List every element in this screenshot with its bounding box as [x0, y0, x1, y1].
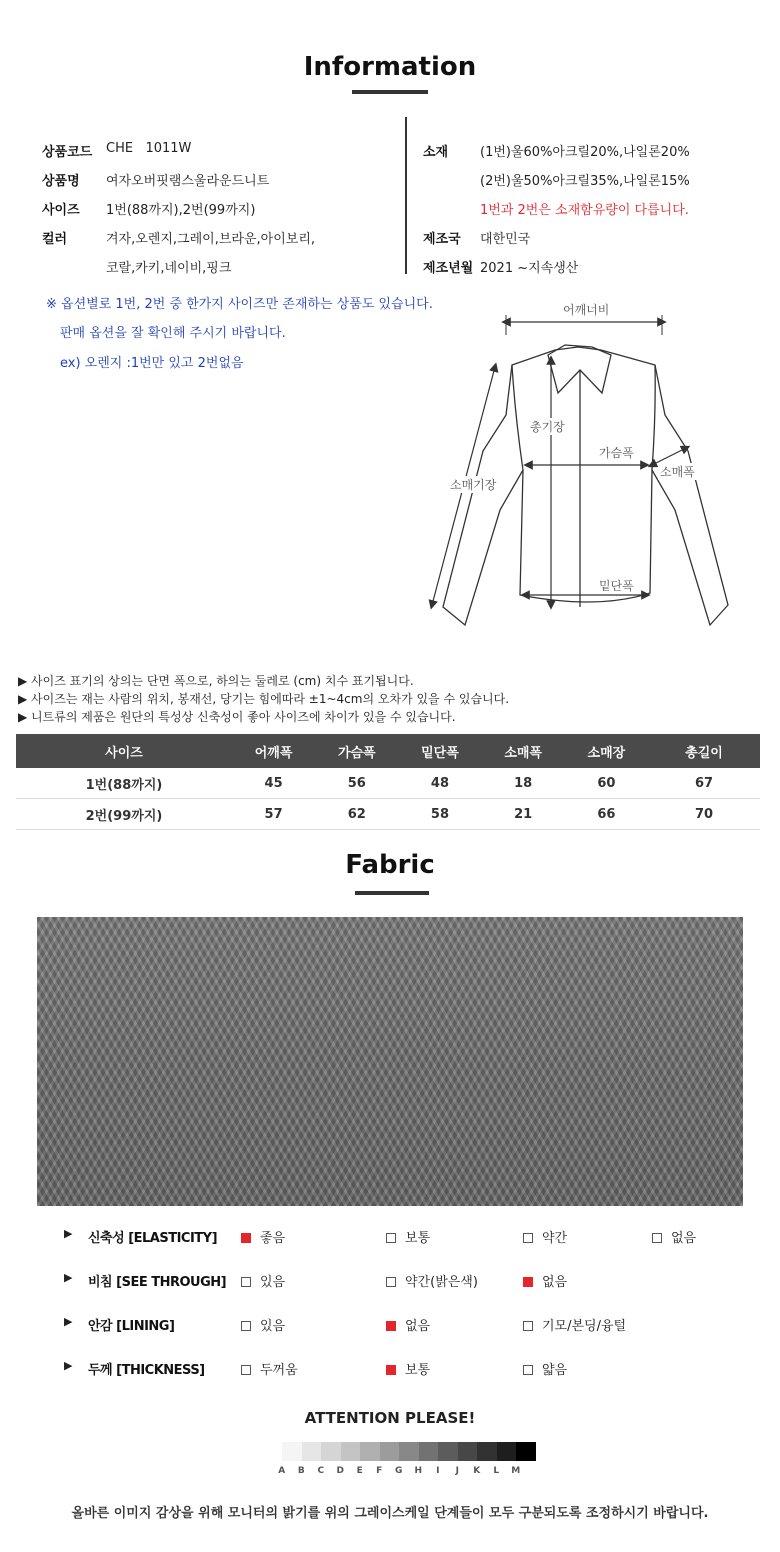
option-note-2: 판매 옵션을 잘 확인해 주시기 바랍니다. — [60, 326, 286, 341]
cell: 56 — [315, 768, 398, 799]
diagram-label-sleeve-width: 소매폭 — [660, 465, 695, 479]
col-sleeve-width: 소매폭 — [482, 734, 565, 768]
cell: 48 — [398, 768, 481, 799]
info-divider — [405, 117, 407, 274]
table-row — [16, 768, 760, 799]
cell: 2번(99까지) — [16, 799, 232, 830]
grayscale-letter: A — [278, 1466, 286, 1476]
grayscale-swatch — [477, 1442, 497, 1461]
thickness-option-normal: 보통 — [386, 1359, 430, 1378]
cell: 62 — [315, 799, 398, 830]
checkbox-empty-icon — [241, 1365, 251, 1375]
fabric-row-elasticity — [0, 1227, 780, 1247]
diagram-label-length: 총기장 — [530, 420, 565, 434]
grayscale-letter: H — [414, 1466, 423, 1476]
fabric-texture-image — [37, 917, 743, 1206]
table-row — [16, 799, 760, 830]
col-chest: 가슴폭 — [315, 734, 398, 768]
grayscale-swatch — [380, 1442, 400, 1461]
cell: 66 — [565, 799, 648, 830]
size-table — [16, 734, 760, 830]
grayscale-swatch — [321, 1442, 341, 1461]
checkbox-checked-icon — [386, 1365, 396, 1375]
fabric-row-thickness — [0, 1359, 780, 1379]
color-label: 컬러 — [42, 232, 68, 247]
grayscale-letter: M — [511, 1466, 521, 1476]
checkbox-empty-icon — [386, 1233, 396, 1243]
elasticity-option-slight: 약간 — [523, 1227, 567, 1246]
grayscale-letter: G — [395, 1466, 403, 1476]
play-arrow-icon: ▶ — [64, 1315, 73, 1328]
grayscale-swatch — [458, 1442, 478, 1461]
elasticity-option-none: 없음 — [652, 1227, 696, 1246]
grayscale-letter: K — [473, 1466, 481, 1476]
diagram-label-shoulder: 어깨너비 — [560, 301, 612, 318]
cell: 70 — [648, 799, 760, 830]
grayscale-letter: I — [436, 1466, 440, 1476]
grayscale-swatch — [360, 1442, 380, 1461]
grayscale-letter: E — [356, 1466, 363, 1476]
grayscale-letter: F — [376, 1466, 383, 1476]
cell: 67 — [648, 768, 760, 799]
see-through-option-yes: 있음 — [241, 1271, 285, 1290]
see-through-option-slight: 약간(밝은색) — [386, 1271, 478, 1290]
option-note-1: ※ 옵션별로 1번, 2번 중 한가지 사이즈만 존재하는 상품도 있습니다. — [46, 297, 433, 312]
col-sleeve-length: 소매장 — [565, 734, 648, 768]
checkbox-empty-icon — [523, 1233, 533, 1243]
grayscale-swatch — [419, 1442, 439, 1461]
grayscale-letter: B — [297, 1466, 305, 1476]
size-note-1: ▶ 사이즈 표기의 상의는 단면 폭으로, 하의는 둘레로 (cm) 치수 표기됩니다. — [18, 674, 414, 688]
play-arrow-icon: ▶ — [64, 1271, 73, 1284]
col-shoulder: 어깨폭 — [232, 734, 315, 768]
see-through-option-none: 없음 — [523, 1271, 567, 1290]
checkbox-empty-icon — [386, 1277, 396, 1287]
grayscale-letter: D — [336, 1466, 344, 1476]
grayscale-swatch — [497, 1442, 517, 1461]
product-name-label: 상품명 — [42, 174, 80, 189]
option-note-3: ex) 오렌지 :1번만 있고 2번없음 — [60, 356, 244, 371]
lining-option-none: 없음 — [386, 1315, 430, 1334]
cell: 58 — [398, 799, 481, 830]
checkbox-empty-icon — [523, 1321, 533, 1331]
size-note-3: ▶ 니트류의 제품은 원단의 특성상 신축성이 좋아 사이즈에 차이가 있을 수 있습니다. — [18, 710, 456, 724]
elasticity-option-normal: 보통 — [386, 1227, 430, 1246]
checkbox-empty-icon — [652, 1233, 662, 1243]
size-value: 1번(88까지),2번(99까지) — [106, 203, 256, 218]
color-value-continued: 코랄,카키,네이비,핑크 — [106, 261, 232, 276]
checkbox-empty-icon — [241, 1321, 251, 1331]
size-label: 사이즈 — [42, 203, 80, 218]
material-difference-note: 1번과 2번은 소재함유량이 다릅니다. — [480, 203, 689, 218]
product-code-label: 상품코드 — [42, 145, 93, 160]
fabric-row-label: 신축성 [ELASTICITY] — [88, 1231, 218, 1246]
thickness-option-thick: 두꺼움 — [241, 1359, 298, 1378]
grayscale-swatch — [302, 1442, 322, 1461]
fabric-title-underline — [355, 891, 429, 895]
size-note-2: ▶ 사이즈는 재는 사람의 위치, 봉재선, 당기는 힘에따라 ±1~4cm의 오차가 있을 수 있습니다. — [18, 692, 510, 706]
checkbox-checked-icon — [523, 1277, 533, 1287]
origin-value: 대한민국 — [480, 232, 531, 247]
fabric-row-label: 비침 [SEE THROUGH] — [88, 1275, 227, 1290]
material-value-1: (1번)울60%아크릴20%,나일론20% — [480, 145, 690, 160]
manufacture-date-value: 2021 ~지속생산 — [480, 261, 579, 276]
color-value: 겨자,오렌지,그레이,브라운,아이보리, — [106, 232, 316, 247]
lining-option-yes: 있음 — [241, 1315, 285, 1334]
size-table-header — [16, 734, 760, 768]
cell: 21 — [482, 799, 565, 830]
fabric-row-see-through — [0, 1271, 780, 1291]
grayscale-swatch — [341, 1442, 361, 1461]
elasticity-option-good: 좋음 — [241, 1227, 285, 1246]
attention-title: ATTENTION PLEASE! — [304, 1409, 476, 1427]
manufacture-date-label: 제조년월 — [423, 261, 474, 276]
origin-label: 제조국 — [423, 232, 461, 247]
cell: 60 — [565, 768, 648, 799]
grayscale-letter: C — [317, 1466, 325, 1476]
grayscale-swatch — [438, 1442, 458, 1461]
diagram-label-chest: 가슴폭 — [599, 446, 634, 460]
cell: 57 — [232, 799, 315, 830]
grayscale-swatch — [516, 1442, 536, 1461]
col-hem: 밑단폭 — [398, 734, 481, 768]
col-total-length: 총길이 — [648, 734, 760, 768]
col-size: 사이즈 — [16, 734, 232, 768]
lining-option-brushed: 기모/본딩/융털 — [523, 1315, 626, 1334]
fabric-row-label: 안감 [LINING] — [88, 1319, 175, 1334]
thickness-option-thin: 얇음 — [523, 1359, 567, 1378]
grayscale-swatch — [399, 1442, 419, 1461]
cell: 45 — [232, 768, 315, 799]
product-code-value: CHE 1011W — [106, 141, 192, 156]
footer-note: 올바른 이미지 감상을 위해 모니터의 밝기를 위의 그레이스케일 단계들이 모두 구분되도록 조정하시기 바랍니다. — [71, 1506, 709, 1521]
play-arrow-icon: ▶ — [64, 1359, 73, 1372]
checkbox-empty-icon — [523, 1365, 533, 1375]
information-title: Information — [303, 52, 477, 82]
material-value-2: (2번)울50%아크릴35%,나일론15% — [480, 174, 690, 189]
cell: 1번(88까지) — [16, 768, 232, 799]
fabric-row-lining — [0, 1315, 780, 1335]
grayscale-letter: J — [455, 1466, 459, 1476]
play-arrow-icon: ▶ — [64, 1227, 73, 1240]
product-name-value: 여자오버핏램스울라운드니트 — [106, 174, 270, 189]
grayscale-letter: L — [493, 1466, 500, 1476]
fabric-row-label: 두께 [THICKNESS] — [88, 1363, 205, 1378]
fabric-title: Fabric — [345, 850, 435, 880]
checkbox-checked-icon — [386, 1321, 396, 1331]
checkbox-checked-icon — [241, 1233, 251, 1243]
information-title-underline — [352, 90, 428, 94]
diagram-label-sleeve-length: 소매기장 — [450, 478, 497, 492]
grayscale-swatch — [282, 1442, 302, 1461]
cell: 18 — [482, 768, 565, 799]
material-label: 소재 — [423, 145, 449, 160]
diagram-label-hem: 밑단폭 — [599, 579, 634, 593]
checkbox-empty-icon — [241, 1277, 251, 1287]
